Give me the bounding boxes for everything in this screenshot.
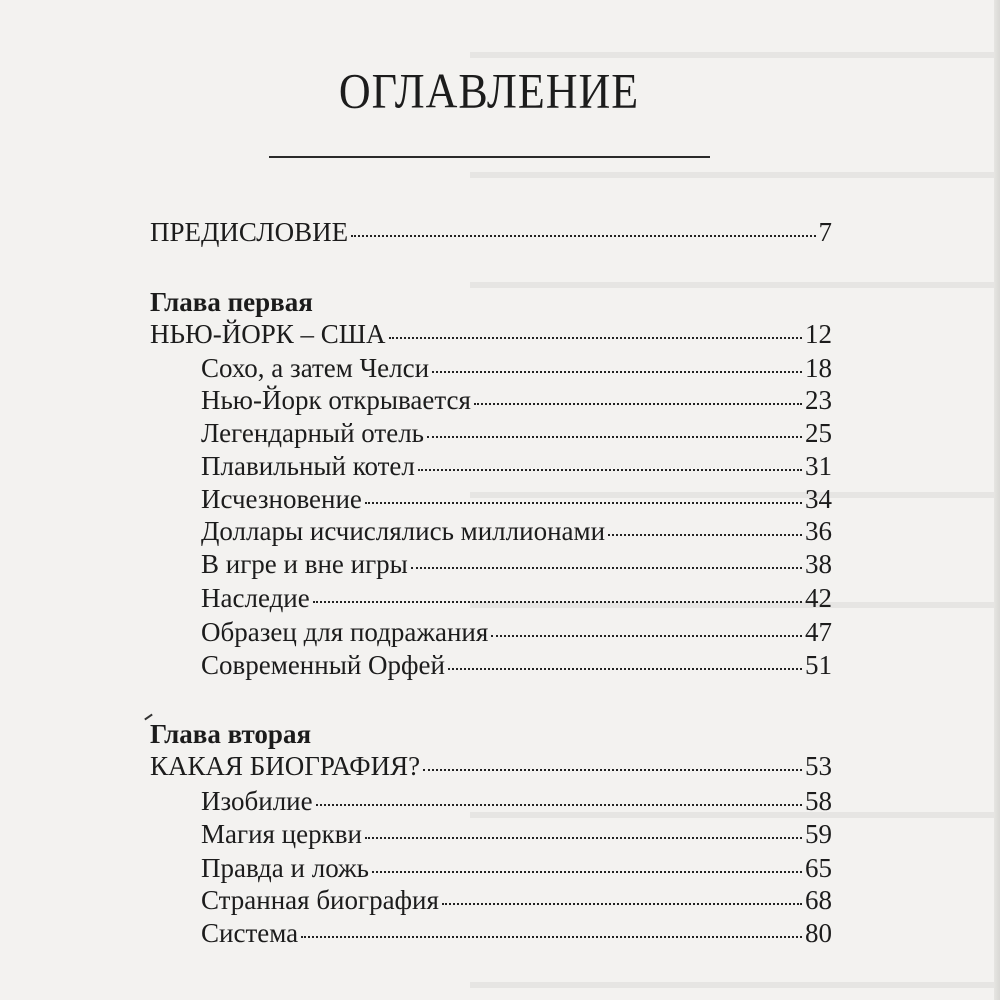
toc-entry-label: Доллары исчислялись миллионами <box>201 516 606 546</box>
toc-entry-label: НЬЮ-ЙОРК – США <box>150 319 386 349</box>
dot-leader <box>301 936 802 938</box>
dot-leader <box>418 469 802 471</box>
toc-entry-section[interactable] <box>201 785 832 817</box>
toc-entry-section[interactable] <box>201 818 832 850</box>
dot-leader <box>351 235 815 237</box>
toc-entry-label: Образец для подражания <box>201 617 489 647</box>
toc-entry-page: 59 <box>805 819 832 849</box>
toc-entry-label: В игре и вне игры <box>201 549 408 579</box>
toc-entry-page: 80 <box>805 918 832 948</box>
title-underline <box>269 156 710 158</box>
toc-entry-section[interactable] <box>201 582 832 614</box>
toc-entry-section[interactable] <box>201 548 832 580</box>
toc-entry-section[interactable] <box>201 649 832 681</box>
toc-entry-label: Изобилие <box>201 786 313 816</box>
chapter-heading: Глава первая <box>150 287 313 317</box>
page-title: ОГЛАВЛЕНИЕ <box>338 64 640 119</box>
toc-entry-label: Наследие <box>201 583 310 613</box>
toc-entry-label: Сохо, а затем Челси <box>201 353 430 383</box>
toc-entry-section[interactable] <box>201 483 832 515</box>
toc-entry-preface[interactable] <box>150 216 832 248</box>
toc-entry-section[interactable] <box>201 417 832 449</box>
bleed-through-line <box>470 150 1000 178</box>
toc-entry-page: 53 <box>805 751 832 781</box>
dot-leader <box>432 371 802 373</box>
dot-leader <box>365 837 802 839</box>
toc-entry-label: Система <box>201 918 299 948</box>
toc-entry-label: Нью-Йорк открывается <box>201 385 471 415</box>
toc-entry-label: Правда и ложь <box>201 853 369 883</box>
toc-entry-label: Странная биография <box>201 885 439 915</box>
toc-entry-page: 25 <box>805 418 832 448</box>
toc-entry-label: Магия церкви <box>201 819 362 849</box>
dot-leader <box>365 502 802 504</box>
toc-entry-page: 31 <box>805 451 832 481</box>
toc-entry-page: 47 <box>805 617 832 647</box>
dot-leader <box>313 601 802 603</box>
toc-entry-page: 36 <box>805 516 832 546</box>
bleed-through-line <box>470 260 1000 288</box>
toc-entry-page: 18 <box>805 353 832 383</box>
toc-entry-page: 51 <box>805 650 832 680</box>
dot-leader <box>608 534 802 536</box>
toc-entry-page: 42 <box>805 583 832 613</box>
toc-entry-section[interactable] <box>201 884 832 916</box>
toc-entry-section[interactable] <box>201 917 832 949</box>
toc-entry-section[interactable] <box>201 515 832 547</box>
dot-leader <box>389 337 802 339</box>
toc-entry-chapter[interactable] <box>150 318 832 350</box>
page-edge <box>994 0 1000 1000</box>
dot-leader <box>427 436 802 438</box>
toc-entry-chapter[interactable] <box>150 750 832 782</box>
toc-entry-label: Легендарный отель <box>201 418 424 448</box>
toc-entry-section[interactable] <box>201 616 832 648</box>
dot-leader <box>448 668 802 670</box>
bleed-through-line <box>470 30 1000 58</box>
dot-leader <box>411 567 802 569</box>
toc-entry-label: Современный Орфей <box>201 650 445 680</box>
toc-entry-page: 38 <box>805 549 832 579</box>
toc-entry-section[interactable] <box>201 852 832 884</box>
toc-entry-page: 7 <box>818 217 832 247</box>
dot-leader <box>316 804 802 806</box>
toc-entry-label: ПРЕДИСЛОВИЕ <box>150 217 349 247</box>
dot-leader <box>474 403 802 405</box>
toc-entry-page: 68 <box>805 885 832 915</box>
toc-entry-section[interactable] <box>201 450 832 482</box>
toc-entry-page: 65 <box>805 853 832 883</box>
toc-entry-page: 23 <box>805 385 832 415</box>
toc-entry-page: 12 <box>805 319 832 349</box>
dot-leader <box>372 871 802 873</box>
chapter-heading: Глава вторая <box>150 719 312 749</box>
dot-leader <box>423 769 802 771</box>
dot-leader <box>491 635 802 637</box>
toc-entry-page: 58 <box>805 786 832 816</box>
toc-entry-label: Плавильный котел <box>201 451 415 481</box>
toc-entry-label: Исчезновение <box>201 484 362 514</box>
toc-entry-section[interactable] <box>201 384 832 416</box>
dot-leader <box>442 903 802 905</box>
toc-entry-page: 34 <box>805 484 832 514</box>
bleed-through-line <box>470 960 1000 988</box>
toc-entry-label: КАКАЯ БИОГРАФИЯ? <box>150 751 421 781</box>
toc-entry-section[interactable] <box>201 352 832 384</box>
